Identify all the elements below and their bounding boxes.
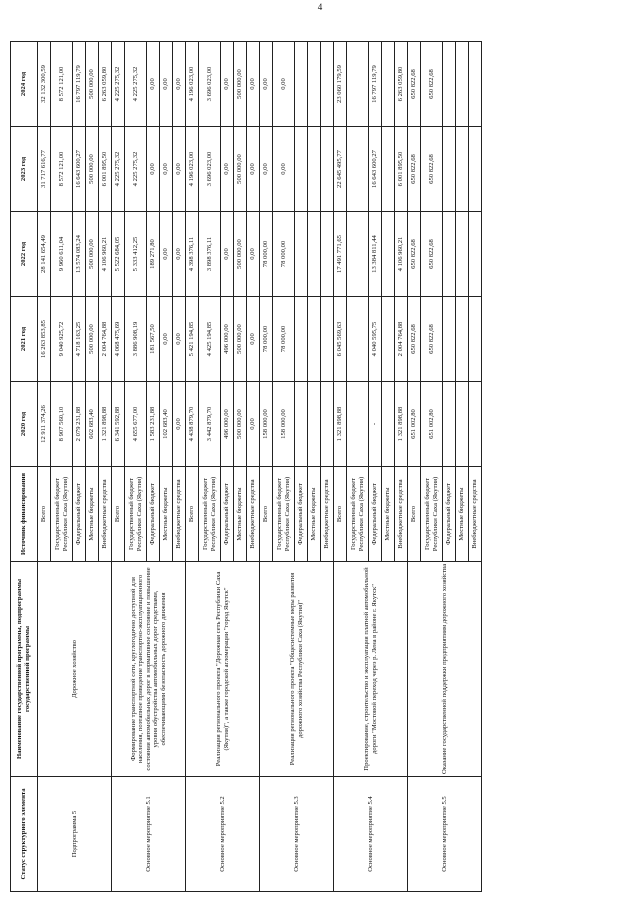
funding-source: Федеральный бюджет xyxy=(221,467,234,562)
amount-cell: 4 425 194,85 xyxy=(199,297,221,382)
funding-source: Всего xyxy=(186,467,199,562)
amount-cell xyxy=(295,42,308,127)
structural-element-status: Основное мероприятие 5.2 xyxy=(186,777,260,892)
amount-cell: 0,00 xyxy=(160,42,173,127)
amount-cell xyxy=(308,297,321,382)
amount-cell: 16 797 119,79 xyxy=(369,42,382,127)
amount-cell: 500 000,00 xyxy=(86,297,99,382)
amount-cell xyxy=(443,212,456,297)
amount-cell: 0,00 xyxy=(273,127,295,212)
amount-cell: 78 000,00 xyxy=(260,212,273,297)
amount-cell: 650 822,68 xyxy=(408,297,421,382)
amount-cell: 17 491 771,65 xyxy=(334,212,347,297)
amount-cell: 651 002,80 xyxy=(421,382,443,467)
amount-cell: 16 797 119,79 xyxy=(73,42,86,127)
funding-source: Всего xyxy=(334,467,347,562)
amount-cell xyxy=(295,127,308,212)
amount-cell: 0,00 xyxy=(147,42,160,127)
amount-cell xyxy=(321,127,334,212)
table-row xyxy=(260,42,273,892)
amount-cell: 6 001 895,50 xyxy=(99,127,112,212)
amount-cell: 0,00 xyxy=(173,382,186,467)
funding-source: Местные бюджеты xyxy=(308,467,321,562)
amount-cell: 0,00 xyxy=(147,127,160,212)
amount-cell: 13 574 083,24 xyxy=(73,212,86,297)
program-name: Дорожное хозяйство xyxy=(38,562,112,777)
amount-cell: 2 004 764,88 xyxy=(99,297,112,382)
amount-cell: 650 822,68 xyxy=(421,127,443,212)
structural-element-status: Основное мероприятие 5.3 xyxy=(260,777,334,892)
program-name: Формирование транспортной сети, круглогодично доступной для населения, поэтапное приведение транспортно-эксплуатационного состояния автомобильных дорог в нормативное состояние и повышение уровня обустройства автомобильных дорог средствами, обеспечивающими безопасность дорожного движения xyxy=(112,562,186,777)
amount-cell xyxy=(469,127,482,212)
amount-cell: 0,00 xyxy=(160,127,173,212)
amount-cell: 16 263 853,85 xyxy=(38,297,51,382)
amount-cell: 0,00 xyxy=(247,127,260,212)
budget-table-rotated xyxy=(10,42,555,892)
amount-cell xyxy=(443,127,456,212)
amount-cell: 23 060 179,59 xyxy=(334,42,347,127)
table-row xyxy=(38,42,51,892)
amount-cell xyxy=(456,212,469,297)
amount-cell: 4 398 376,11 xyxy=(186,212,199,297)
amount-cell: 0,00 xyxy=(247,297,260,382)
structural-element-status: Основное мероприятие 5.4 xyxy=(334,777,408,892)
amount-cell xyxy=(456,382,469,467)
funding-source: Государственный бюджет Республики Саха (Якутия) xyxy=(421,467,443,562)
amount-cell: 0,00 xyxy=(221,212,234,297)
amount-cell: 4 106 960,21 xyxy=(395,212,408,297)
amount-cell: 158 000,00 xyxy=(273,382,295,467)
amount-cell: 31 717 616,77 xyxy=(38,127,51,212)
amount-cell: 3 696 023,00 xyxy=(199,42,221,127)
amount-cell: 28 141 654,49 xyxy=(38,212,51,297)
amount-cell: 16 643 600,27 xyxy=(73,127,86,212)
amount-cell: 5 333 412,25 xyxy=(125,212,147,297)
amount-cell: 0,00 xyxy=(173,42,186,127)
amount-cell xyxy=(347,297,369,382)
amount-cell xyxy=(469,212,482,297)
amount-cell: 16 643 600,27 xyxy=(369,127,382,212)
amount-cell: 78 000,00 xyxy=(273,212,295,297)
amount-cell: 0,00 xyxy=(247,42,260,127)
program-name: Реализация регионального проекта "Дорожная сеть Республики Саха (Якутия)", а также городской агломерации "город Якутск" xyxy=(186,562,260,777)
header-2021: 2021 год xyxy=(11,297,38,382)
structural-element-status: Подпрограмма 5 xyxy=(38,777,112,892)
amount-cell: 496 000,00 xyxy=(221,382,234,467)
amount-cell: 6 263 059,80 xyxy=(99,42,112,127)
amount-cell xyxy=(469,42,482,127)
amount-cell xyxy=(321,382,334,467)
amount-cell xyxy=(443,382,456,467)
amount-cell xyxy=(382,382,395,467)
header-source: Источник финансирования xyxy=(11,467,38,562)
amount-cell: 3 696 023,00 xyxy=(199,127,221,212)
structural-element-status: Основное мероприятие 5.5 xyxy=(408,777,482,892)
amount-cell xyxy=(295,297,308,382)
amount-cell xyxy=(308,382,321,467)
amount-cell: 3 898 376,11 xyxy=(199,212,221,297)
amount-cell xyxy=(443,42,456,127)
amount-cell: 602 683,40 xyxy=(86,382,99,467)
funding-source: Местные бюджеты xyxy=(160,467,173,562)
funding-source: Государственный бюджет Республики Саха (Якутия) xyxy=(273,467,295,562)
amount-cell: 8 907 560,10 xyxy=(51,382,73,467)
amount-cell: - xyxy=(369,382,382,467)
amount-cell xyxy=(456,127,469,212)
amount-cell: 4 655 677,00 xyxy=(125,382,147,467)
amount-cell xyxy=(456,297,469,382)
amount-cell: 496 000,00 xyxy=(221,297,234,382)
amount-cell: 0,00 xyxy=(273,42,295,127)
funding-source: Местные бюджеты xyxy=(86,467,99,562)
amount-cell: 181 567,50 xyxy=(147,297,160,382)
funding-source: Всего xyxy=(38,467,51,562)
amount-cell xyxy=(295,382,308,467)
amount-cell: 6 263 059,80 xyxy=(395,42,408,127)
amount-cell xyxy=(382,42,395,127)
amount-cell: 4 196 023,00 xyxy=(186,127,199,212)
header-2023: 2023 год xyxy=(11,127,38,212)
amount-cell xyxy=(308,42,321,127)
funding-source: Всего xyxy=(260,467,273,562)
amount-cell: 6 045 569,63 xyxy=(334,297,347,382)
amount-cell: 500 000,00 xyxy=(234,212,247,297)
amount-cell: 8 572 121,00 xyxy=(51,127,73,212)
amount-cell: 5 421 194,85 xyxy=(186,297,199,382)
amount-cell xyxy=(456,42,469,127)
amount-cell: 0,00 xyxy=(173,127,186,212)
amount-cell: 4 225 275,32 xyxy=(125,42,147,127)
amount-cell: 2 004 764,88 xyxy=(395,297,408,382)
amount-cell: 500 000,00 xyxy=(86,127,99,212)
page-number: 4 xyxy=(317,2,323,12)
amount-cell: 0,00 xyxy=(260,42,273,127)
funding-source: Всего xyxy=(112,467,125,562)
funding-source: Внебюджетные средства xyxy=(99,467,112,562)
amount-cell: 6 341 592,88 xyxy=(112,382,125,467)
amount-cell: 1 321 898,88 xyxy=(334,382,347,467)
amount-cell: 0,00 xyxy=(160,297,173,382)
amount-cell: 4 438 879,70 xyxy=(186,382,199,467)
amount-cell: 3 442 879,70 xyxy=(199,382,221,467)
budget-table xyxy=(10,41,482,892)
amount-cell xyxy=(382,127,395,212)
amount-cell: 4 068 475,69 xyxy=(112,297,125,382)
amount-cell: 1 321 898,88 xyxy=(395,382,408,467)
funding-source: Государственный бюджет Республики Саха (Якутия) xyxy=(125,467,147,562)
funding-source: Государственный бюджет Республики Саха (Якутия) xyxy=(199,467,221,562)
funding-source: Местные бюджеты xyxy=(234,467,247,562)
header-row xyxy=(11,42,38,892)
amount-cell: 9 040 925,72 xyxy=(51,297,73,382)
amount-cell xyxy=(347,382,369,467)
amount-cell xyxy=(347,42,369,127)
amount-cell: 1 321 898,88 xyxy=(99,382,112,467)
funding-source: Местные бюджеты xyxy=(382,467,395,562)
amount-cell: 4 040 595,75 xyxy=(369,297,382,382)
amount-cell: 0,00 xyxy=(260,127,273,212)
amount-cell: 0,00 xyxy=(173,212,186,297)
program-name: Оказание государственной поддержки предприятиям дорожного хозяйства xyxy=(408,562,482,777)
amount-cell: 500 000,00 xyxy=(234,382,247,467)
amount-cell: 0,00 xyxy=(221,42,234,127)
amount-cell xyxy=(308,212,321,297)
amount-cell: 9 960 611,04 xyxy=(51,212,73,297)
header-2020: 2020 год xyxy=(11,382,38,467)
amount-cell xyxy=(321,212,334,297)
amount-cell: 4 225 275,32 xyxy=(112,127,125,212)
amount-cell: 651 002,80 xyxy=(408,382,421,467)
amount-cell: 650 822,68 xyxy=(408,42,421,127)
amount-cell xyxy=(443,297,456,382)
funding-source: Внебюджетные средства xyxy=(173,467,186,562)
amount-cell xyxy=(308,127,321,212)
amount-cell xyxy=(382,297,395,382)
amount-cell: 8 572 121,00 xyxy=(51,42,73,127)
amount-cell: 4 196 023,00 xyxy=(186,42,199,127)
amount-cell: 4 225 275,32 xyxy=(112,42,125,127)
header-status: Статус структурного элемента xyxy=(11,777,38,892)
amount-cell: 2 079 231,88 xyxy=(73,382,86,467)
amount-cell xyxy=(382,212,395,297)
amount-cell: 4 106 960,21 xyxy=(99,212,112,297)
amount-cell: 102 683,40 xyxy=(160,382,173,467)
amount-cell xyxy=(321,297,334,382)
amount-cell: 650 822,68 xyxy=(421,212,443,297)
amount-cell: 500 000,00 xyxy=(86,42,99,127)
amount-cell: 650 822,68 xyxy=(408,212,421,297)
amount-cell: 500 000,00 xyxy=(234,127,247,212)
amount-cell: 1 583 231,88 xyxy=(147,382,160,467)
table-row xyxy=(334,42,347,892)
funding-source: Федеральный бюджет xyxy=(147,467,160,562)
amount-cell: 3 886 908,19 xyxy=(125,297,147,382)
funding-source: Государственный бюджет Республики Саха (Якутия) xyxy=(51,467,73,562)
table-row xyxy=(186,42,199,892)
amount-cell: 4 718 163,25 xyxy=(73,297,86,382)
amount-cell: 32 132 300,59 xyxy=(38,42,51,127)
amount-cell: 500 000,00 xyxy=(234,297,247,382)
amount-cell: 650 822,68 xyxy=(408,127,421,212)
structural-element-status: Основное мероприятие 5.1 xyxy=(112,777,186,892)
amount-cell: 0,00 xyxy=(247,382,260,467)
amount-cell xyxy=(469,297,482,382)
amount-cell: 13 384 811,44 xyxy=(369,212,382,297)
amount-cell: 0,00 xyxy=(173,297,186,382)
header-2024: 2024 год xyxy=(11,42,38,127)
funding-source: Федеральный бюджет xyxy=(295,467,308,562)
amount-cell: 500 000,00 xyxy=(234,42,247,127)
table-body xyxy=(38,42,482,892)
amount-cell: 78 000,00 xyxy=(260,297,273,382)
table-row xyxy=(112,42,125,892)
amount-cell: 650 822,68 xyxy=(421,42,443,127)
amount-cell xyxy=(347,127,369,212)
table-row xyxy=(408,42,421,892)
funding-source: Всего xyxy=(408,467,421,562)
amount-cell: 22 645 495,77 xyxy=(334,127,347,212)
funding-source: Местные бюджеты xyxy=(456,467,469,562)
amount-cell: 6 001 895,50 xyxy=(395,127,408,212)
amount-cell: 0,00 xyxy=(221,127,234,212)
funding-source: Внебюджетные средства xyxy=(321,467,334,562)
amount-cell: 158 000,00 xyxy=(260,382,273,467)
funding-source: Федеральный бюджет xyxy=(443,467,456,562)
amount-cell xyxy=(469,382,482,467)
funding-source: Федеральный бюджет xyxy=(369,467,382,562)
program-name: Проектирование, строительство и эксплуатация платной автомобильной дороги "Мостовой переход через р. Лена в районе г. Якутск" xyxy=(334,562,408,777)
amount-cell: 650 822,68 xyxy=(421,297,443,382)
amount-cell: 5 522 684,05 xyxy=(112,212,125,297)
amount-cell: 189 271,80 xyxy=(147,212,160,297)
header-2022: 2022 год xyxy=(11,212,38,297)
funding-source: Федеральный бюджет xyxy=(73,467,86,562)
amount-cell: 4 225 275,32 xyxy=(125,127,147,212)
amount-cell: 500 000,00 xyxy=(86,212,99,297)
funding-source: Внебюджетные средства xyxy=(469,467,482,562)
program-name: Реализация регионального проекта "Общесистемные меры развития дорожного хозяйства Республики Саха (Якутия)" xyxy=(260,562,334,777)
amount-cell xyxy=(321,42,334,127)
funding-source: Внебюджетные средства xyxy=(247,467,260,562)
funding-source: Внебюджетные средства xyxy=(395,467,408,562)
funding-source: Государственный бюджет Республики Саха (Якутия) xyxy=(347,467,369,562)
amount-cell xyxy=(347,212,369,297)
amount-cell xyxy=(295,212,308,297)
amount-cell: 78 000,00 xyxy=(273,297,295,382)
amount-cell: 12 911 374,26 xyxy=(38,382,51,467)
amount-cell: 0,00 xyxy=(160,212,173,297)
header-name: Наименование государственной программы, подпрограммы государственной программы xyxy=(11,562,38,777)
amount-cell: 0,00 xyxy=(247,212,260,297)
